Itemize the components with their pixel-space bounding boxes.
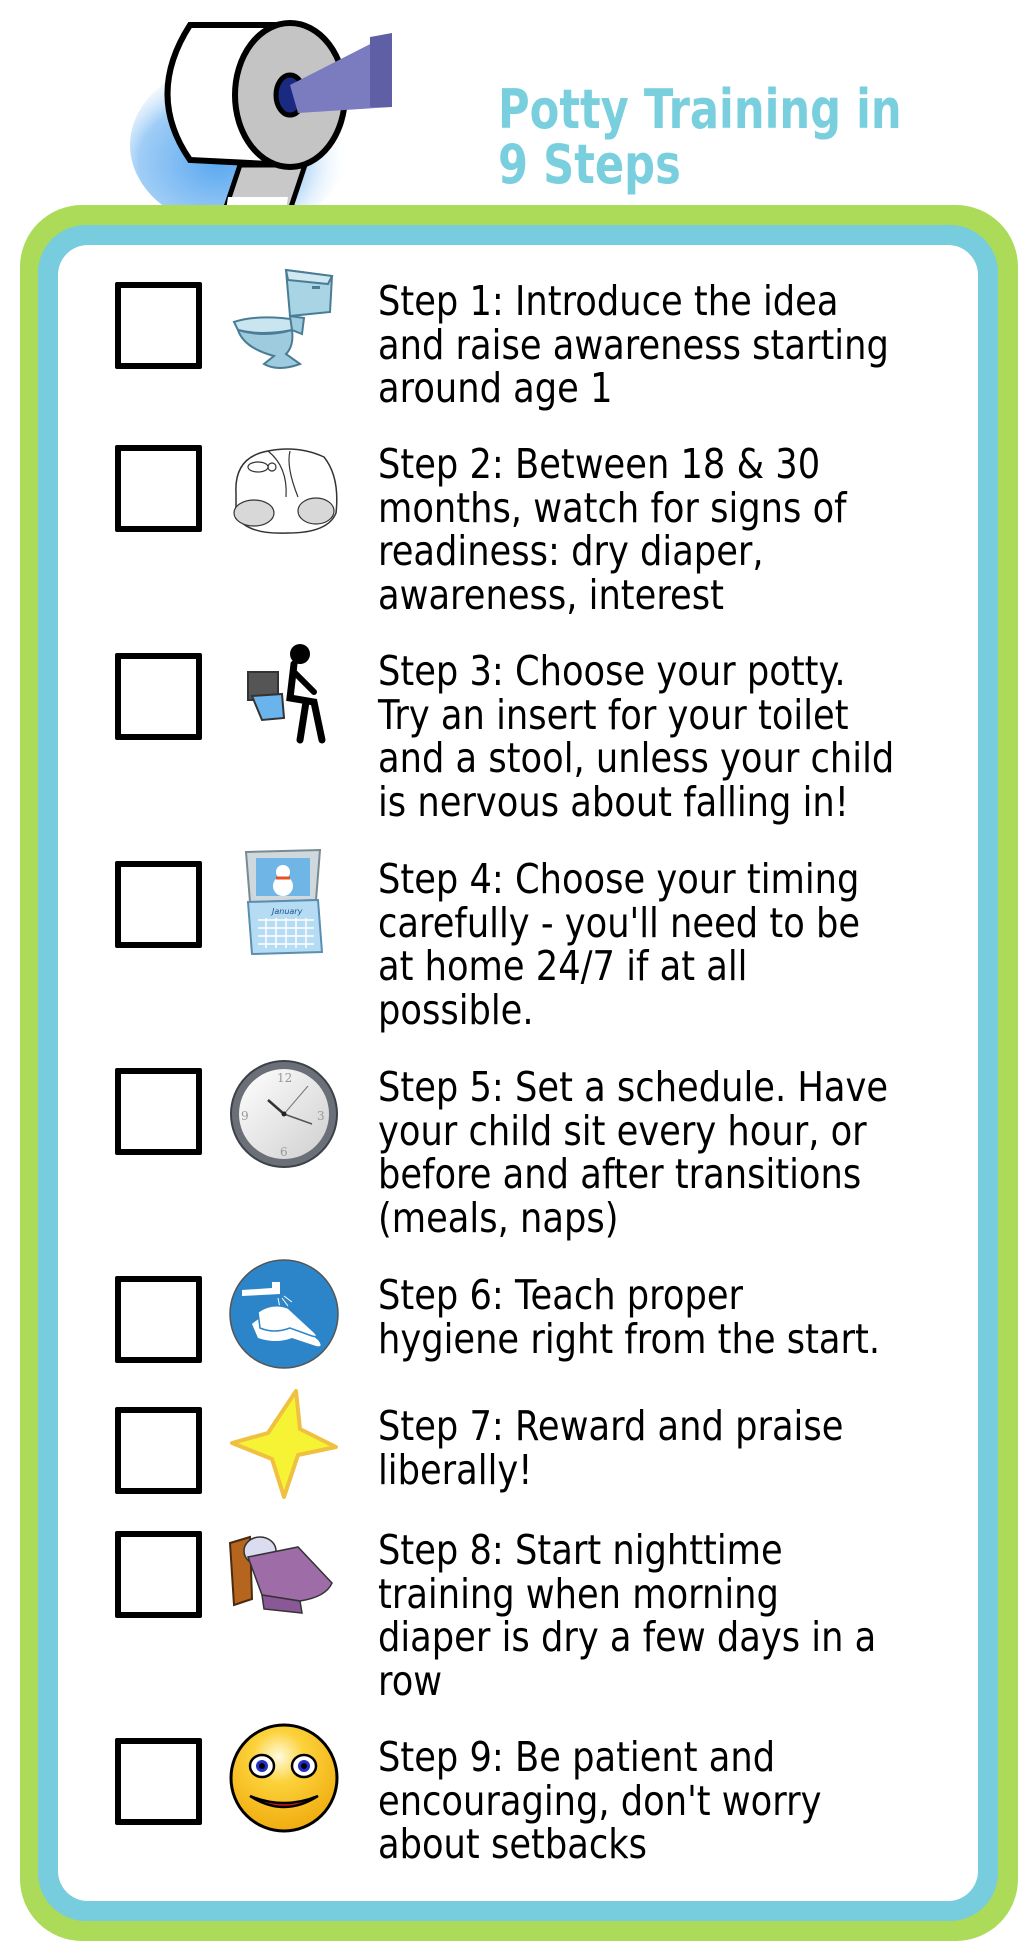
step-8-text (378, 1526, 980, 1705)
step-6-text (378, 1271, 980, 1363)
step-9-checkbox[interactable] (115, 1738, 202, 1825)
bed-icon (228, 1517, 340, 1629)
step-2-checkbox[interactable] (115, 445, 202, 532)
text-line: and a stool, unless your child (378, 734, 895, 782)
text-line: awareness, interest (378, 570, 724, 619)
clock-icon (228, 1058, 340, 1170)
text-line: is nervous about falling in! (378, 777, 849, 826)
step-5-text (378, 1063, 980, 1242)
text-line: possible. (378, 985, 534, 1034)
text-line: (meals, naps) (378, 1193, 619, 1242)
text-line: readiness: dry diaper, (378, 527, 764, 575)
toilet-icon (228, 264, 340, 376)
text-line: Try an insert for your toilet (378, 690, 849, 739)
step-7-text (378, 1402, 980, 1494)
step-5-checkbox[interactable] (115, 1068, 202, 1155)
text-line: Step 8: Start nighttime (378, 1526, 783, 1574)
text-line: Step 1: Introduce the idea (378, 277, 839, 325)
text-line: your child sit every hour, or (378, 1106, 867, 1155)
text-line: Step 4: Choose your timing (378, 855, 860, 903)
text-line: training when morning (378, 1569, 779, 1618)
step-2-text (378, 440, 980, 619)
step-1-checkbox[interactable] (115, 282, 202, 369)
text-line: months, watch for signs of (378, 483, 847, 532)
hand-washing-icon (228, 1258, 340, 1370)
step-6-checkbox[interactable] (115, 1276, 202, 1363)
text-line: carefully - you'll need to be (378, 898, 861, 947)
star-icon (228, 1389, 340, 1501)
svg-text:January: January (272, 907, 303, 916)
svg-text:12: 12 (277, 1071, 293, 1085)
svg-text:9: 9 (241, 1109, 249, 1123)
title-line-2: 9 Steps (498, 133, 681, 196)
text-line: before and after transitions (378, 1150, 862, 1198)
text-line: encouraging, don't worry (378, 1776, 822, 1825)
toilet-paper-roll-icon (130, 15, 410, 210)
title-line-1: Potty Training in (498, 78, 902, 141)
text-line: Step 2: Between 18 & 30 (378, 440, 821, 488)
calendar-icon (228, 844, 340, 956)
child-on-potty-icon (228, 636, 340, 748)
smiley-face-icon (228, 1722, 340, 1834)
text-line: liberally! (378, 1445, 533, 1494)
text-line: Step 9: Be patient and (378, 1733, 776, 1781)
text-line: hygiene right from the start. (378, 1314, 881, 1363)
text-line: Step 5: Set a schedule. Have (378, 1063, 889, 1111)
text-line: at home 24/7 if at all (378, 942, 748, 990)
step-3-text (378, 647, 980, 826)
text-line: Step 7: Reward and praise (378, 1402, 844, 1450)
text-line: row (378, 1656, 443, 1705)
text-line: and raise awareness starting (378, 320, 889, 369)
text-line: around age 1 (378, 364, 613, 412)
step-1-text (378, 277, 980, 412)
text-line: Step 6: Teach proper (378, 1271, 744, 1319)
step-7-checkbox[interactable] (115, 1407, 202, 1494)
svg-text:3: 3 (317, 1109, 325, 1123)
text-line: Step 3: Choose your potty. (378, 647, 846, 695)
text-line: about setbacks (378, 1820, 648, 1868)
step-8-checkbox[interactable] (115, 1531, 202, 1618)
diaper-icon (228, 437, 340, 549)
text-line: diaper is dry a few days in a (378, 1613, 877, 1661)
step-4-text (378, 855, 980, 1034)
step-4-checkbox[interactable] (115, 861, 202, 948)
svg-text:6: 6 (280, 1145, 288, 1159)
step-3-checkbox[interactable] (115, 653, 202, 740)
page-title (498, 78, 902, 196)
step-9-text (378, 1733, 980, 1868)
